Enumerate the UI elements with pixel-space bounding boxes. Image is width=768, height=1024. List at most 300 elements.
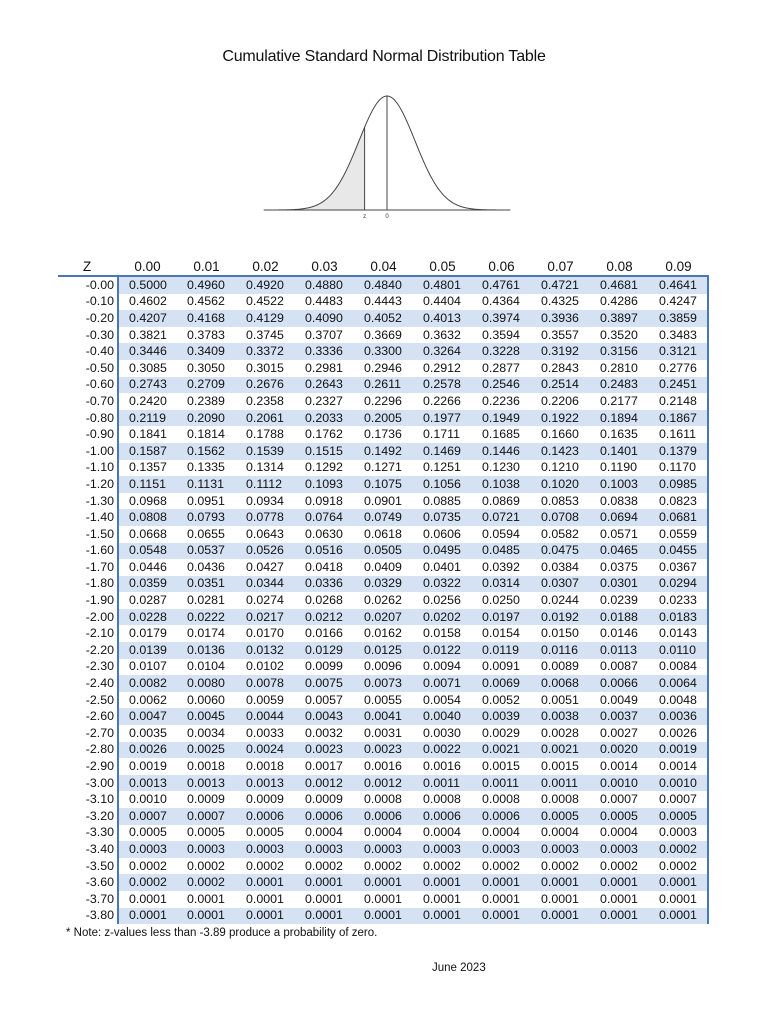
probability-cell: 0.2676 [236,377,295,394]
probability-cell: 0.1446 [472,443,531,460]
probability-cell: 0.0001 [413,874,472,891]
probability-cell: 0.0853 [531,493,590,510]
probability-cell: 0.0116 [531,642,590,659]
probability-cell: 0.0934 [236,493,295,510]
z-value-cell: -0.70 [85,393,114,408]
page-title: Cumulative Standard Normal Distribution Table [222,48,546,65]
probability-cell: 0.0119 [472,642,531,659]
probability-cell: 0.2206 [531,393,590,410]
table-row [58,576,708,593]
table-row [58,675,708,692]
probability-cell: 0.0418 [295,559,354,576]
probability-cell: 0.0495 [413,543,472,560]
probability-cell: 0.0006 [354,808,413,825]
probability-cell: 0.0212 [295,609,354,626]
table-row [58,692,708,709]
probability-cell: 0.0146 [590,625,649,642]
probability-cell: 0.0032 [295,725,354,742]
probability-cell: 0.0007 [177,808,236,825]
probability-cell: 0.0139 [118,642,177,659]
probability-cell: 0.0233 [649,592,708,609]
probability-cell: 0.0351 [177,576,236,593]
probability-cell: 0.2296 [354,393,413,410]
probability-cell: 0.2483 [590,377,649,394]
probability-cell: 0.3156 [590,343,649,360]
probability-cell: 0.0322 [413,576,472,593]
probability-cell: 0.0013 [118,775,177,792]
z-value-cell: -1.30 [85,493,114,508]
probability-cell: 0.4052 [354,310,413,327]
probability-cell: 0.0314 [472,576,531,593]
table-row [58,625,708,642]
probability-cell: 0.0968 [118,493,177,510]
probability-cell: 0.1635 [590,426,649,443]
probability-cell: 0.0681 [649,509,708,526]
probability-cell: 0.0011 [531,775,590,792]
probability-cell: 0.4721 [531,276,590,294]
probability-cell: 0.0228 [118,609,177,626]
table-row [58,825,708,842]
probability-cell: 0.0001 [472,908,531,925]
probability-cell: 0.0008 [472,791,531,808]
probability-cell: 0.2843 [531,360,590,377]
probability-cell: 0.0571 [590,526,649,543]
table-row [58,310,708,327]
probability-cell: 0.0192 [531,609,590,626]
probability-cell: 0.2912 [413,360,472,377]
probability-cell: 0.0018 [236,758,295,775]
probability-cell: 0.0010 [118,791,177,808]
probability-cell: 0.2709 [177,377,236,394]
probability-cell: 0.0901 [354,493,413,510]
probability-cell: 0.0409 [354,559,413,576]
probability-cell: 0.5000 [118,276,177,294]
probability-cell: 0.0001 [354,874,413,891]
z-table [58,252,709,924]
column-header: 0.09 [649,252,708,276]
z-value-cell: -0.50 [85,360,114,375]
probability-cell: 0.0136 [177,642,236,659]
probability-cell: 0.4840 [354,276,413,294]
probability-cell: 0.0384 [531,559,590,576]
normal-curve-figure [262,92,512,222]
probability-cell: 0.0003 [531,841,590,858]
table-row [58,708,708,725]
probability-cell: 0.0823 [649,493,708,510]
probability-cell: 0.0055 [354,692,413,709]
probability-cell: 0.0013 [236,775,295,792]
probability-cell: 0.0025 [177,742,236,759]
probability-cell: 0.0016 [354,758,413,775]
probability-cell: 0.3300 [354,343,413,360]
probability-cell: 0.0091 [472,659,531,676]
probability-cell: 0.0002 [649,858,708,875]
table-row [58,493,708,510]
probability-cell: 0.1093 [295,476,354,493]
probability-cell: 0.1038 [472,476,531,493]
column-header: 0.00 [118,252,177,276]
probability-cell: 0.1562 [177,443,236,460]
probability-cell: 0.0045 [177,708,236,725]
table-row [58,443,708,460]
probability-cell: 0.0038 [531,708,590,725]
probability-cell: 0.0068 [531,675,590,692]
probability-cell: 0.3121 [649,343,708,360]
probability-cell: 0.3859 [649,310,708,327]
probability-cell: 0.0668 [118,526,177,543]
probability-cell: 0.0274 [236,592,295,609]
probability-cell: 0.0004 [354,825,413,842]
table-row [58,874,708,891]
probability-cell: 0.1251 [413,460,472,477]
probability-cell: 0.4247 [649,294,708,311]
probability-cell: 0.0183 [649,609,708,626]
probability-cell: 0.2743 [118,377,177,394]
probability-cell: 0.1379 [649,443,708,460]
probability-cell: 0.0287 [118,592,177,609]
probability-cell: 0.0015 [472,758,531,775]
probability-cell: 0.1867 [649,410,708,427]
probability-cell: 0.0059 [236,692,295,709]
probability-cell: 0.0002 [236,858,295,875]
probability-cell: 0.2033 [295,410,354,427]
probability-cell: 0.0006 [295,808,354,825]
probability-cell: 0.0002 [413,858,472,875]
probability-cell: 0.0256 [413,592,472,609]
probability-cell: 0.4522 [236,294,295,311]
probability-cell: 0.0764 [295,509,354,526]
table-row [58,559,708,576]
probability-cell: 0.2514 [531,377,590,394]
probability-cell: 0.2946 [354,360,413,377]
table-row [58,742,708,759]
probability-cell: 0.0001 [354,908,413,925]
table-row [58,426,708,443]
column-header: 0.08 [590,252,649,276]
probability-cell: 0.0655 [177,526,236,543]
probability-cell: 0.0475 [531,543,590,560]
table-row [58,294,708,311]
z-value-cell: -0.30 [85,327,114,342]
probability-cell: 0.0048 [649,692,708,709]
table-row [58,791,708,808]
z-value-cell: -3.50 [85,858,114,873]
probability-cell: 0.0001 [413,908,472,925]
probability-cell: 0.1949 [472,410,531,427]
probability-cell: 0.0869 [472,493,531,510]
probability-cell: 0.2119 [118,410,177,427]
probability-cell: 0.1515 [295,443,354,460]
probability-cell: 0.0003 [354,841,413,858]
probability-cell: 0.0075 [295,675,354,692]
probability-cell: 0.0985 [649,476,708,493]
probability-cell: 0.0618 [354,526,413,543]
probability-cell: 0.0023 [295,742,354,759]
table-row [58,609,708,626]
table-row [58,343,708,360]
z-value-cell: -3.70 [85,891,114,906]
table-row [58,642,708,659]
probability-cell: 0.0096 [354,659,413,676]
probability-cell: 0.0082 [118,675,177,692]
probability-cell: 0.3783 [177,327,236,344]
probability-cell: 0.0708 [531,509,590,526]
probability-cell: 0.0427 [236,559,295,576]
probability-cell: 0.0026 [118,742,177,759]
column-header: 0.04 [354,252,413,276]
column-header: 0.06 [472,252,531,276]
probability-cell: 0.3336 [295,343,354,360]
probability-cell: 0.0006 [413,808,472,825]
probability-cell: 0.0207 [354,609,413,626]
probability-cell: 0.4920 [236,276,295,294]
probability-cell: 0.1660 [531,426,590,443]
probability-cell: 0.0154 [472,625,531,642]
footnote: * Note: z-values less than -3.89 produce a probability of zero. [66,927,378,939]
probability-cell: 0.4207 [118,310,177,327]
probability-cell: 0.0001 [472,874,531,891]
probability-cell: 0.0023 [354,742,413,759]
probability-cell: 0.0054 [413,692,472,709]
probability-cell: 0.0268 [295,592,354,609]
probability-cell: 0.2877 [472,360,531,377]
probability-cell: 0.1056 [413,476,472,493]
probability-cell: 0.1469 [413,443,472,460]
probability-cell: 0.0011 [472,775,531,792]
probability-cell: 0.0001 [590,908,649,925]
probability-cell: 0.1587 [118,443,177,460]
probability-cell: 0.0129 [295,642,354,659]
probability-cell: 0.0003 [413,841,472,858]
probability-cell: 0.1762 [295,426,354,443]
z-value-cell: -2.50 [85,692,114,707]
probability-cell: 0.1401 [590,443,649,460]
probability-cell: 0.0002 [649,841,708,858]
probability-cell: 0.0001 [590,891,649,908]
probability-cell: 0.0003 [295,841,354,858]
z-value-cell: -0.20 [85,310,114,325]
probability-cell: 0.0078 [236,675,295,692]
probability-cell: 0.2420 [118,393,177,410]
probability-cell: 0.0401 [413,559,472,576]
probability-cell: 0.0001 [295,891,354,908]
table-row [58,725,708,742]
table-row [58,526,708,543]
probability-cell: 0.2451 [649,377,708,394]
probability-cell: 0.0505 [354,543,413,560]
probability-cell: 0.0643 [236,526,295,543]
z-value-cell: -3.40 [85,841,114,856]
probability-cell: 0.2148 [649,393,708,410]
table-header-row [58,252,708,276]
probability-cell: 0.0262 [354,592,413,609]
probability-cell: 0.2981 [295,360,354,377]
probability-cell: 0.0001 [472,891,531,908]
probability-cell: 0.4602 [118,294,177,311]
table-row [58,509,708,526]
shaded-tail-area [264,127,365,210]
probability-cell: 0.0516 [295,543,354,560]
probability-cell: 0.0001 [118,908,177,925]
table-body [58,276,708,924]
probability-cell: 0.0009 [177,791,236,808]
probability-cell: 0.1230 [472,460,531,477]
probability-cell: 0.0202 [413,609,472,626]
probability-cell: 0.0465 [590,543,649,560]
probability-cell: 0.0049 [590,692,649,709]
probability-cell: 0.1922 [531,410,590,427]
z-value-cell: -1.10 [85,460,114,475]
probability-cell: 0.0040 [413,708,472,725]
probability-cell: 0.3669 [354,327,413,344]
table-row [58,908,708,925]
probability-cell: 0.0250 [472,592,531,609]
probability-cell: 0.0099 [295,659,354,676]
probability-cell: 0.3372 [236,343,295,360]
probability-cell: 0.0001 [236,908,295,925]
table-row [58,476,708,493]
probability-cell: 0.0069 [472,675,531,692]
probability-cell: 0.2090 [177,410,236,427]
z-value-cell: -1.40 [85,510,114,525]
probability-cell: 0.1611 [649,426,708,443]
probability-cell: 0.4641 [649,276,708,294]
probability-cell: 0.0027 [590,725,649,742]
probability-cell: 0.0005 [118,825,177,842]
probability-cell: 0.0094 [413,659,472,676]
probability-cell: 0.3594 [472,327,531,344]
column-header: 0.07 [531,252,590,276]
probability-cell: 0.0029 [472,725,531,742]
probability-cell: 0.1814 [177,426,236,443]
probability-cell: 0.0002 [177,858,236,875]
probability-cell: 0.1020 [531,476,590,493]
probability-cell: 0.0009 [295,791,354,808]
probability-cell: 0.3632 [413,327,472,344]
probability-cell: 0.0721 [472,509,531,526]
probability-cell: 0.0080 [177,675,236,692]
z-value-cell: -0.80 [85,410,114,425]
probability-cell: 0.0001 [649,874,708,891]
probability-cell: 0.0166 [295,625,354,642]
probability-cell: 0.4364 [472,294,531,311]
probability-cell: 0.0143 [649,625,708,642]
probability-cell: 0.4013 [413,310,472,327]
probability-cell: 0.3974 [472,310,531,327]
probability-cell: 0.3745 [236,327,295,344]
probability-cell: 0.2327 [295,393,354,410]
probability-cell: 0.3446 [118,343,177,360]
z-value-cell: -3.30 [85,825,114,840]
probability-cell: 0.0162 [354,625,413,642]
table-row [58,775,708,792]
probability-cell: 0.0455 [649,543,708,560]
z-value-cell: -2.00 [85,609,114,624]
probability-cell: 0.0001 [236,874,295,891]
probability-cell: 0.0174 [177,625,236,642]
probability-cell: 0.0017 [295,758,354,775]
table-row [58,758,708,775]
probability-cell: 0.0019 [118,758,177,775]
z-value-cell: -2.70 [85,725,114,740]
probability-cell: 0.1539 [236,443,295,460]
probability-cell: 0.0031 [354,725,413,742]
probability-cell: 0.0016 [413,758,472,775]
probability-cell: 0.0001 [531,908,590,925]
probability-cell: 0.3085 [118,360,177,377]
probability-cell: 0.1170 [649,460,708,477]
z-value-cell: -3.10 [85,792,114,807]
probability-cell: 0.1894 [590,410,649,427]
probability-cell: 0.0485 [472,543,531,560]
probability-cell: 0.0838 [590,493,649,510]
probability-cell: 0.0010 [649,775,708,792]
probability-cell: 0.0559 [649,526,708,543]
probability-cell: 0.1314 [236,460,295,477]
z-value-cell: -3.00 [85,775,114,790]
probability-cell: 0.1210 [531,460,590,477]
table-row [58,276,708,294]
z-column-header: Z [58,252,118,276]
probability-cell: 0.0125 [354,642,413,659]
probability-cell: 0.2358 [236,393,295,410]
z-value-cell: -2.30 [85,659,114,674]
footer-date: June 2023 [432,962,486,974]
z-value-cell: -1.60 [85,543,114,558]
table-row [58,377,708,394]
probability-cell: 0.1131 [177,476,236,493]
probability-cell: 0.0013 [177,775,236,792]
probability-cell: 0.2266 [413,393,472,410]
probability-cell: 0.3821 [118,327,177,344]
probability-cell: 0.0001 [295,908,354,925]
probability-cell: 0.0051 [531,692,590,709]
probability-cell: 0.0014 [590,758,649,775]
probability-cell: 0.2776 [649,360,708,377]
probability-cell: 0.0005 [236,825,295,842]
probability-cell: 0.0104 [177,659,236,676]
z-value-cell: -1.90 [85,593,114,608]
probability-cell: 0.0005 [177,825,236,842]
probability-cell: 0.0012 [354,775,413,792]
probability-cell: 0.0007 [118,808,177,825]
z-value-cell: -1.80 [85,576,114,591]
probability-cell: 0.0037 [590,708,649,725]
table-row [58,393,708,410]
probability-cell: 0.3050 [177,360,236,377]
probability-cell: 0.1736 [354,426,413,443]
probability-cell: 0.4443 [354,294,413,311]
probability-cell: 0.0047 [118,708,177,725]
probability-cell: 0.0030 [413,725,472,742]
probability-cell: 0.0002 [531,858,590,875]
probability-cell: 0.0001 [236,891,295,908]
probability-cell: 0.4129 [236,310,295,327]
probability-cell: 0.0003 [590,841,649,858]
probability-cell: 0.0188 [590,609,649,626]
probability-cell: 0.0008 [413,791,472,808]
probability-cell: 0.3483 [649,327,708,344]
column-header: 0.05 [413,252,472,276]
probability-cell: 0.2546 [472,377,531,394]
probability-cell: 0.1151 [118,476,177,493]
probability-cell: 0.0446 [118,559,177,576]
probability-cell: 0.0001 [649,891,708,908]
probability-cell: 0.0041 [354,708,413,725]
probability-cell: 0.0089 [531,659,590,676]
probability-cell: 0.0582 [531,526,590,543]
probability-cell: 0.0008 [531,791,590,808]
